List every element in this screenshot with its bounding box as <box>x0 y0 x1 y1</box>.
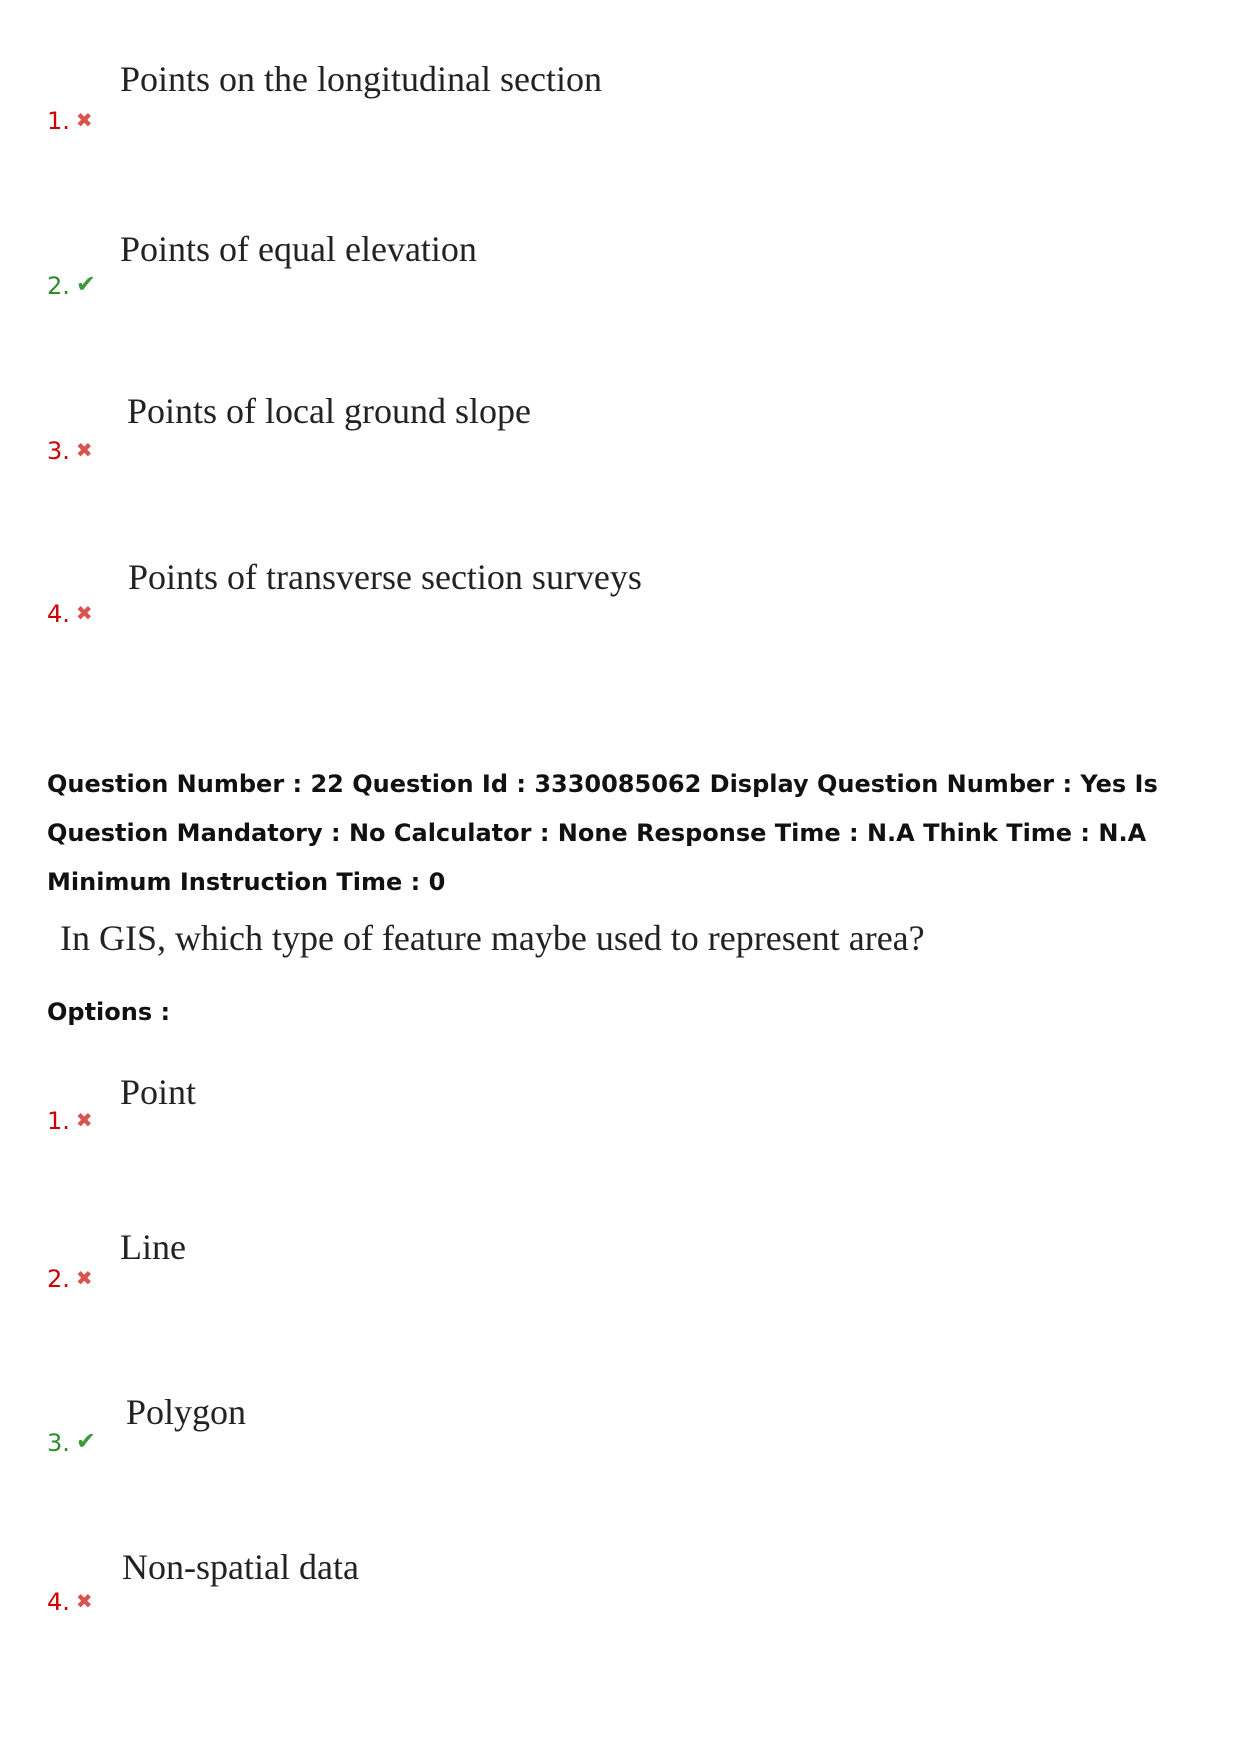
option-text: Points of transverse section surveys <box>128 557 642 597</box>
option-number: 2. ✖ <box>47 1265 93 1293</box>
option-number: 4. ✖ <box>47 600 93 628</box>
option-number: 1. ✖ <box>47 1107 93 1135</box>
option-4 <box>0 1540 1240 1650</box>
option-text: Points on the longitudinal section <box>120 59 602 99</box>
option-text: Line <box>120 1227 186 1267</box>
question-text: In GIS, which type of feature maybe used to represent area? <box>60 918 925 958</box>
check-icon: ✔ <box>75 270 97 298</box>
option-text: Points of local ground slope <box>127 391 531 431</box>
cross-icon: ✖ <box>75 601 93 625</box>
prev-option-4 <box>0 548 1240 658</box>
option-text: Points of equal elevation <box>120 229 477 269</box>
option-1 <box>0 1065 1240 1175</box>
option-number: 3. ✔ <box>47 1427 97 1457</box>
option-text: Polygon <box>126 1392 247 1432</box>
cross-icon: ✖ <box>75 1108 93 1132</box>
cross-icon: ✖ <box>75 438 93 462</box>
option-text: Non-spatial data <box>122 1547 359 1587</box>
option-text: Point <box>120 1072 197 1112</box>
option-number: 3. ✖ <box>47 437 93 465</box>
option-3 <box>0 1385 1240 1495</box>
option-2 <box>0 1220 1240 1330</box>
question-metadata: Question Number : 22 Question Id : 3330085062 Display Question Number : Yes Is Question Mandatory : No Calculator : None Response Time : N.A Think Time : N.A Minimum Instruction Time : 0 <box>47 770 1158 896</box>
cross-icon: ✖ <box>75 1589 93 1613</box>
options-label: Options : <box>47 998 171 1026</box>
option-number: 2. ✔ <box>47 270 97 300</box>
check-icon: ✔ <box>75 1427 97 1455</box>
cross-icon: ✖ <box>75 108 93 132</box>
prev-option-3 <box>0 382 1240 492</box>
option-number: 1. ✖ <box>47 107 93 135</box>
option-number: 4. ✖ <box>47 1588 93 1616</box>
cross-icon: ✖ <box>75 1266 93 1290</box>
prev-option-2 <box>0 220 1240 330</box>
prev-option-1 <box>0 50 1240 160</box>
